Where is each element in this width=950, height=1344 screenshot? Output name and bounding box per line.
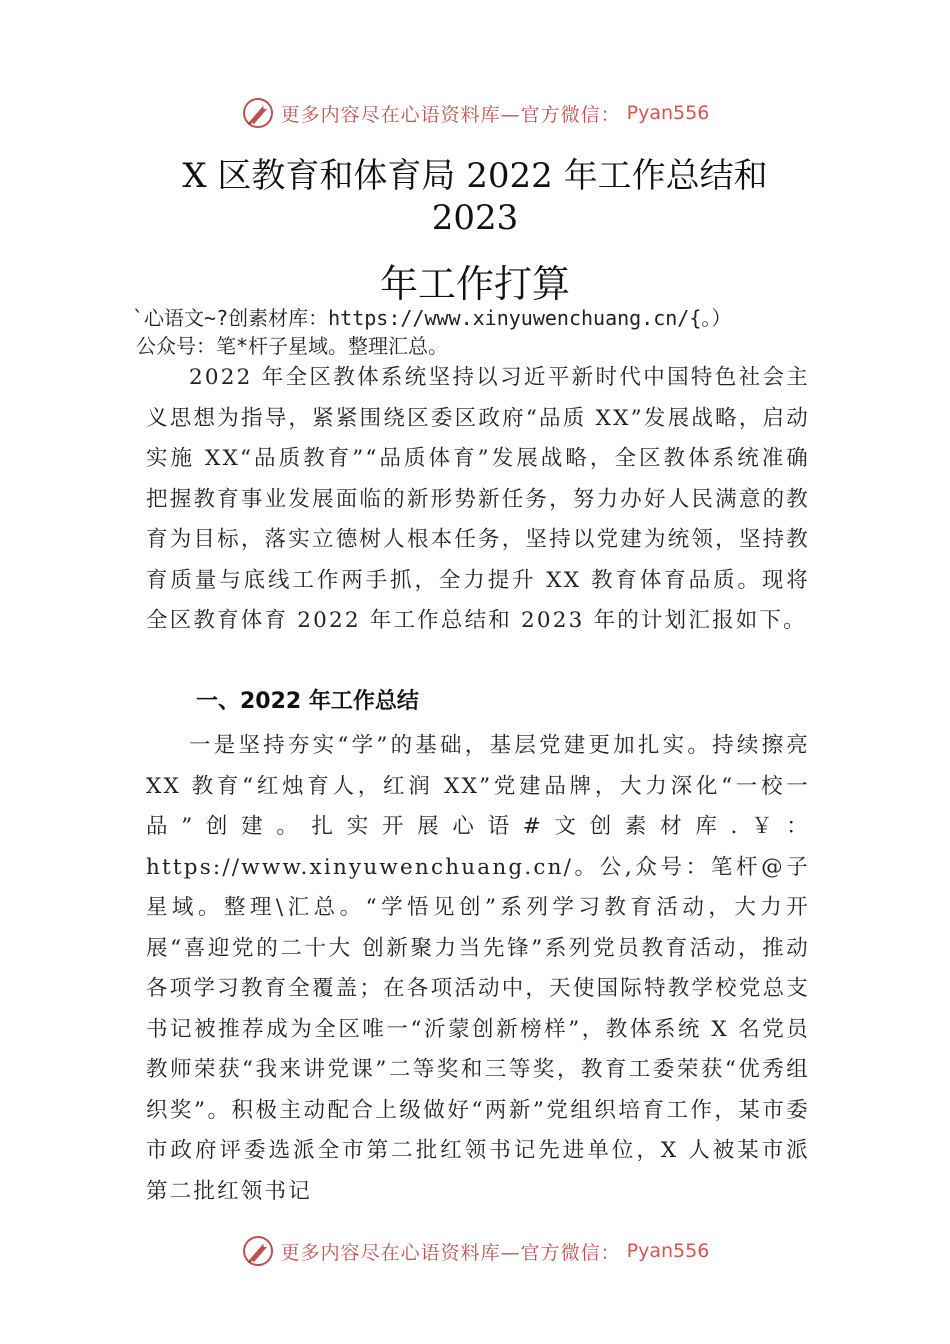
banner-text: 更多内容尽在心语资料库—官方微信： bbox=[280, 103, 621, 126]
source-note-line-1: `心语文~?创素材库：https://www.xinyuwenchuang.cn/{。） bbox=[132, 306, 732, 330]
pen-nib-logo-icon bbox=[241, 1234, 275, 1268]
banner-wechat-id: Pyan556 bbox=[626, 1240, 710, 1262]
pen-nib-logo-icon bbox=[241, 96, 275, 130]
banner-wechat-id: Pyan556 bbox=[626, 102, 710, 124]
footer-banner bbox=[0, 1234, 950, 1268]
banner-text: 更多内容尽在心语资料库—官方微信： bbox=[280, 1241, 621, 1264]
header-banner bbox=[0, 96, 950, 130]
source-note-line-2: 公众号：笔*杆子星域。整理汇总。 bbox=[136, 334, 449, 358]
document-title-line-2: 2023 bbox=[431, 198, 519, 238]
section-1-paragraph: 一是坚持夯实“学”的基础，基层党建更加扎实。持续擦亮 XX 教育“红烛育人，红润 XX”党建品牌，大力深化“一校一品”创建。扎实开展心语#文创素材库.￥：https://www.xinyuwenchuang.cn/。公,众号：笔杆@子星域。整理\汇总。“学悟见创”系列学习教育活动，大力开展“喜迎党的二十大 创新聚力当先锋”系列党员教育活动，推动各项学习教育全覆盖；在各项活动中，天使国际特教学校党总支书记被推荐成为全区唯一“沂蒙创新榜样”，教体系统 X 名党员教师荣获“我来讲党课”二等奖和三等奖，教育工委荣获“优秀组织奖”。积极主动配合上级做好“两新”党组织培育工作，某市委市政府评委选派全市第二批红领书记先进单位，X 人被某市派第二批红领书记 bbox=[146, 733, 810, 1204]
document-title-line-3: 年工作打算 bbox=[379, 262, 570, 306]
intro-paragraph: 2022 年全区教体系统坚持以习近平新时代中国特色社会主义思想为指导，紧紧围绕区委区政府“品质 XX”发展战略，启动实施 XX“品质教育”“品质体育”发展战略，全区教体系统准确把握教育事业发展面临的新形势新任务，努力办好人民满意的教育为目标，落实立德树人根本任务，坚持以党建为统领，坚持教育质量与底线工作两手抓，全力提升 XX 教育体育品质。现将全区教育体育 2022 年工作总结和 2023 年的计划汇报如下。 bbox=[146, 365, 810, 633]
section-heading-1: 一、2022 年工作总结 bbox=[196, 689, 419, 714]
document-title-line-1: X 区教育和体育局 2022 年工作总结和 bbox=[182, 156, 768, 196]
